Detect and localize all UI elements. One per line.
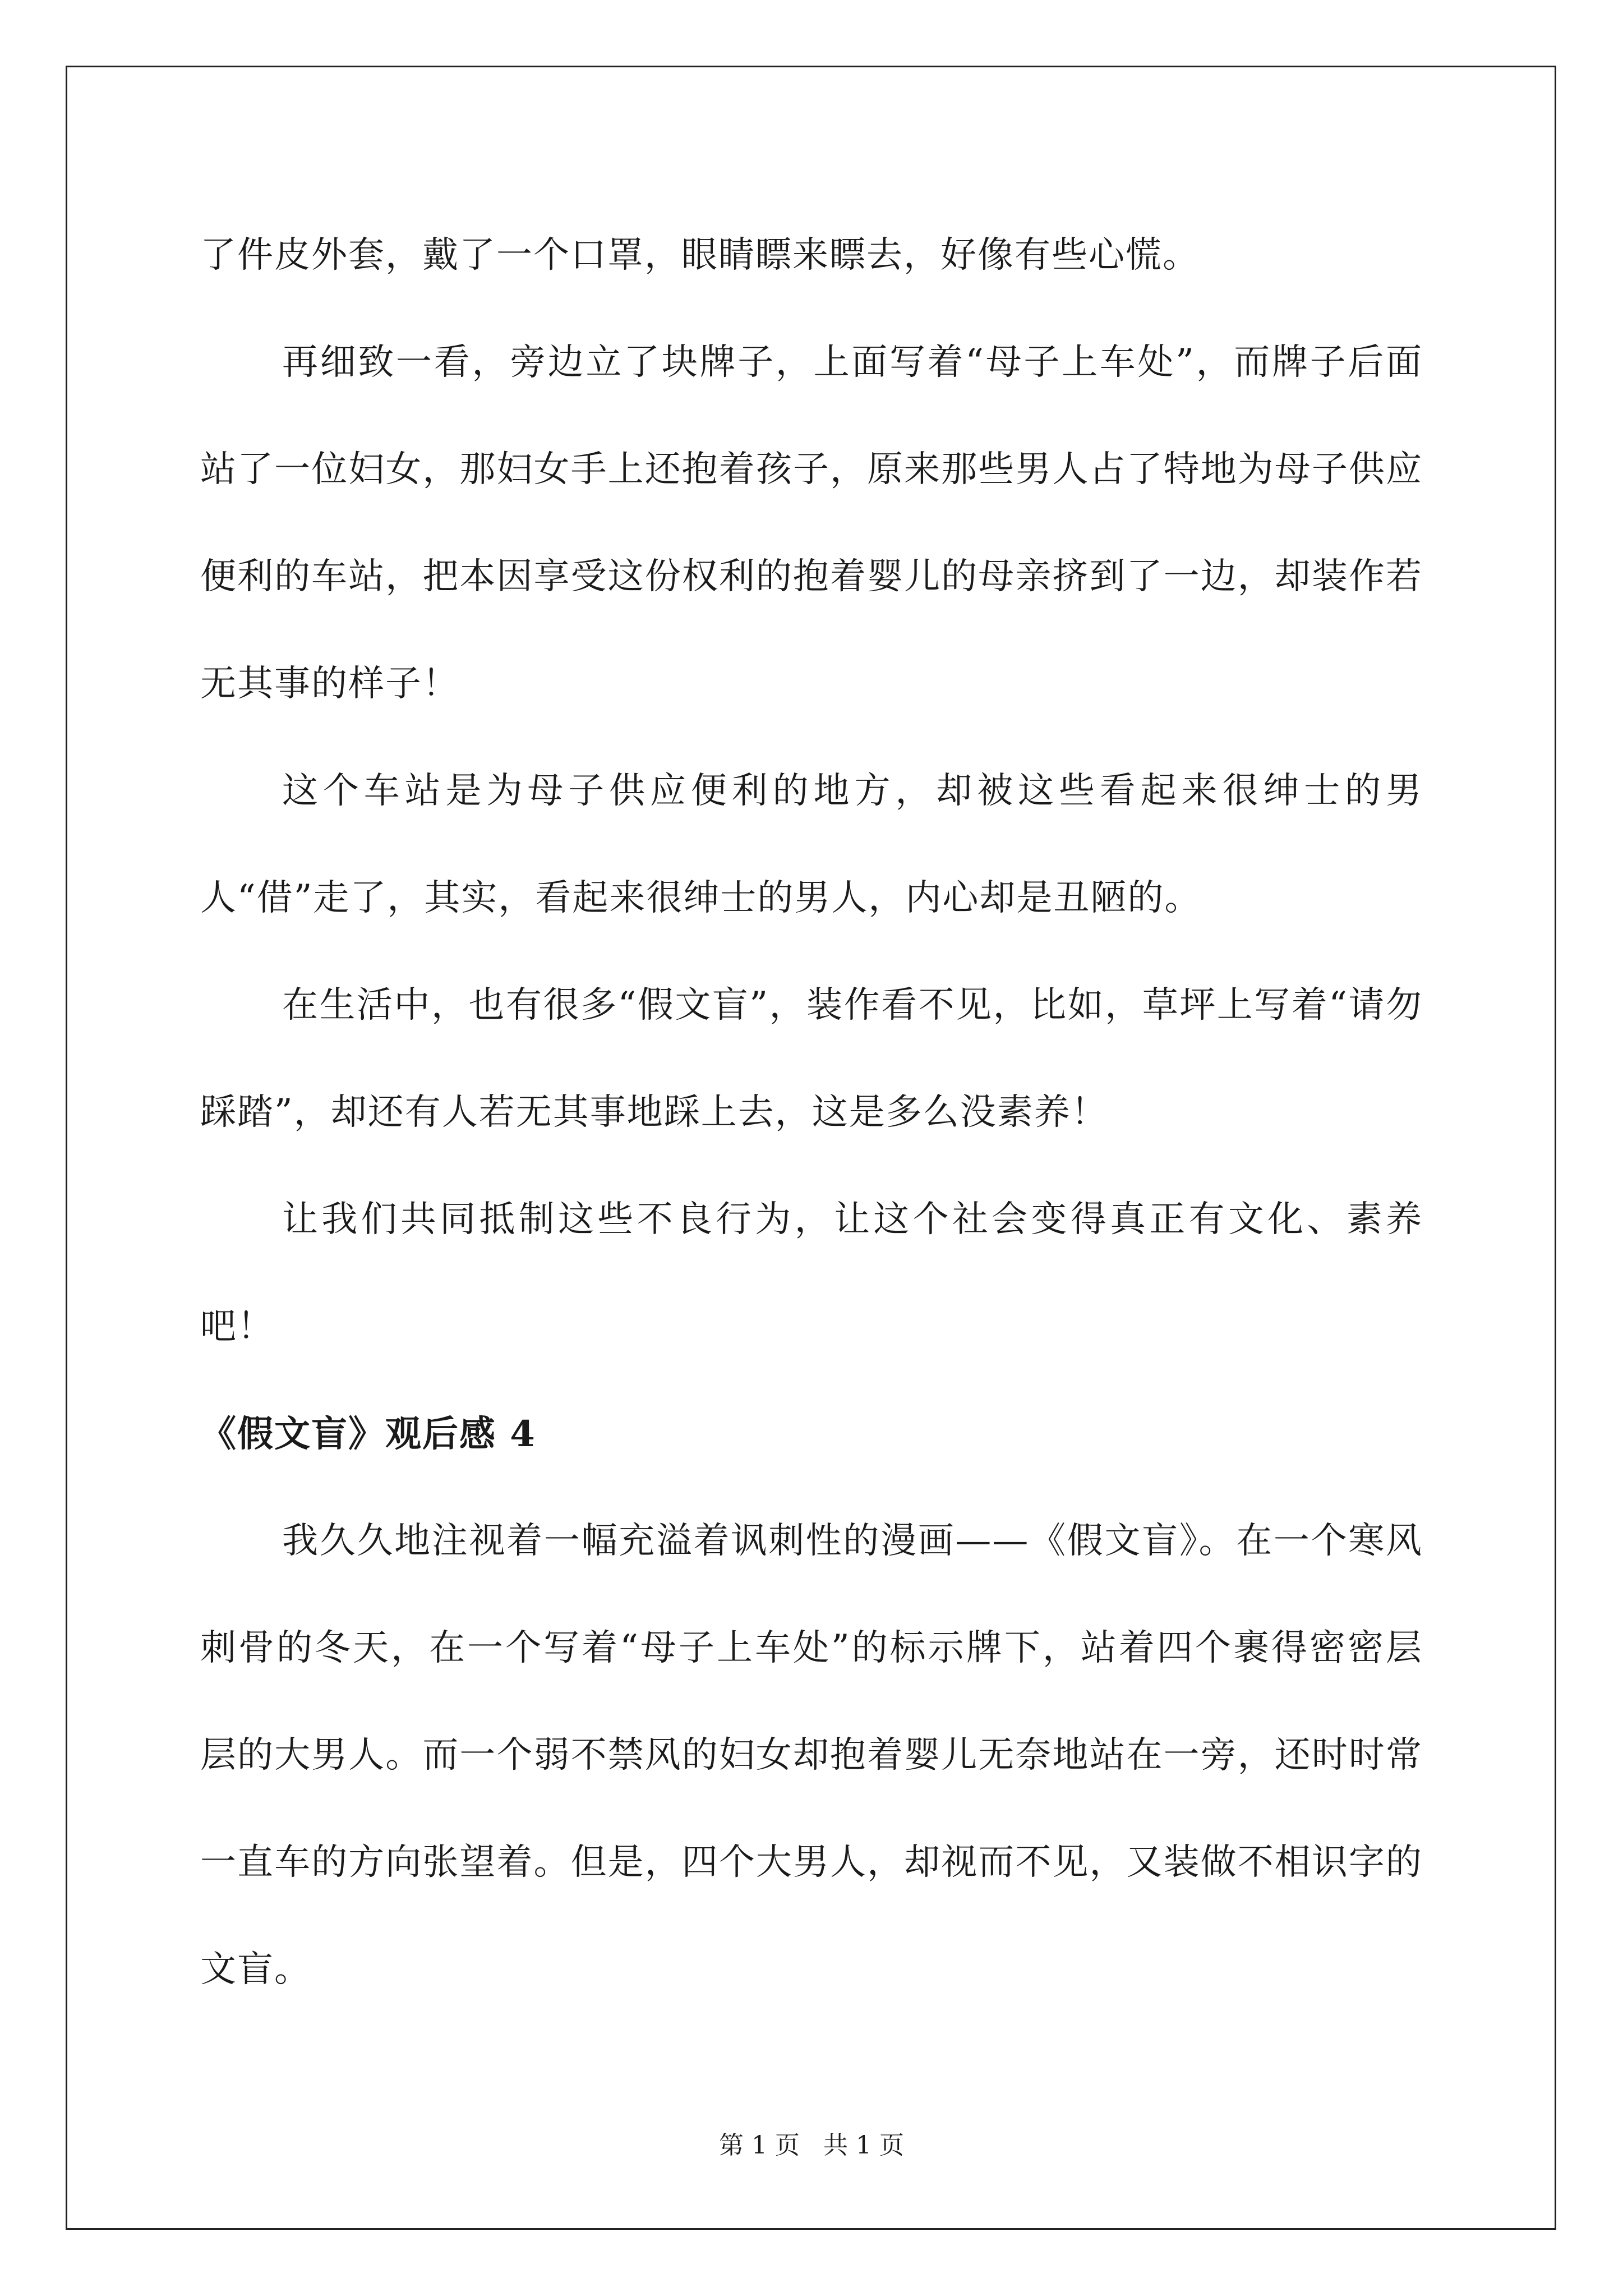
page-total: 共 1 页: [823, 2131, 904, 2160]
section-heading: 《假文盲》观后感 4: [200, 1413, 536, 1455]
document-body: [200, 202, 1423, 2023]
paragraph-5: 让我们共同抵制这些不良行为，让这个社会变得真正有文化、素养吧！: [200, 1199, 1423, 1347]
paragraph-6: 我久久地注视着一幅充溢着讽刺性的漫画——《假文盲》。在一个寒风刺骨的冬天，在一个写着“母子上车处”的标示牌下，站着四个裹得密密层层的大男人。而一个弱不禁风的妇女却抱着婴儿无奈地站在一旁，还时时常一直车的方向张望着。但是，四个大男人，却视而不见，又装做不相识字的文盲。: [200, 1520, 1423, 1990]
paragraph-4: 在生活中，也有很多“假文盲”，装作看不见，比如，草坪上写着“请勿踩踏”，却还有人若无其事地踩上去，这是多么没素养！: [200, 984, 1423, 1133]
paragraph-2: 再细致一看，旁边立了块牌子，上面写着“母子上车处”，而牌子后面站了一位妇女，那妇女手上还抱着孩子，原来那些男人占了特地为母子供应便利的车站，把本因享受这份权利的抱着婴儿的母亲挤到了一边，却装作若无其事的样子！: [200, 342, 1423, 705]
page-footer: [0, 2129, 1623, 2162]
page-number: 第 1 页: [719, 2131, 800, 2160]
paragraph-1: 了件皮外套，戴了一个口罩，眼睛瞟来瞟去，好像有些心慌。: [200, 234, 1200, 276]
paragraph-3: 这个车站是为母子供应便利的地方，却被这些看起来很绅士的男人“借”走了，其实，看起来很绅士的男人，内心却是丑陋的。: [200, 770, 1423, 919]
